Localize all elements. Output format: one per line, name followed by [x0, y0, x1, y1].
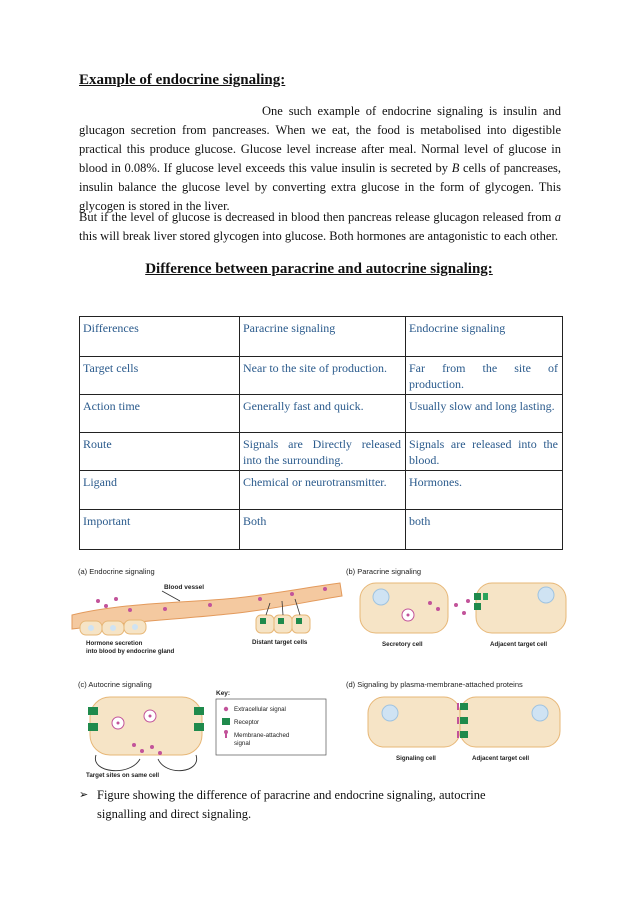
panel-b-title: (b) Paracrine signaling: [346, 567, 422, 576]
signal-dot: [140, 749, 144, 753]
membrane-signal: [457, 703, 459, 710]
table-row: [80, 357, 563, 395]
table-row: [80, 471, 563, 510]
heading-difference: [0, 261, 638, 278]
table-row: [80, 510, 563, 550]
nucleus: [88, 625, 94, 631]
membrane-signal-icon-head: [224, 730, 228, 734]
table-cell: Important: [80, 510, 240, 550]
difference-table: [79, 316, 563, 550]
key-item-receptor: Receptor: [234, 719, 260, 726]
receptor: [474, 603, 481, 610]
receptor: [296, 618, 302, 624]
panel-membrane-attached: [346, 680, 560, 762]
table-cell: Route: [80, 433, 240, 471]
signal-dot: [117, 722, 120, 725]
paragraph-insulin-glucagon: [79, 102, 561, 216]
hormone-dot: [96, 599, 100, 603]
hormone-dot: [114, 597, 118, 601]
panel-a-title: (a) Endocrine signaling: [78, 567, 155, 576]
receptor: [460, 703, 468, 710]
signal-dot: [407, 614, 410, 617]
para2-italic-a: a: [554, 210, 561, 224]
receptor-icon: [222, 718, 230, 725]
nucleus: [532, 705, 548, 721]
table-row: [80, 395, 563, 433]
key-item-membrane-a: Membrane-attached: [234, 732, 290, 739]
arrow: [162, 591, 180, 601]
nucleus: [538, 587, 554, 603]
label-distant-target: Distant target cells: [252, 639, 308, 646]
signal-dot: [132, 743, 136, 747]
table-row: [80, 317, 563, 357]
nucleus: [373, 589, 389, 605]
nucleus: [382, 705, 398, 721]
curved-arrow: [95, 755, 140, 771]
label-adjacent-target-d: Adjacent target cell: [472, 755, 530, 762]
receptor: [88, 723, 98, 731]
table-cell: Generally fast and quick.: [240, 395, 406, 433]
receptor: [460, 717, 468, 724]
distant-target-cells: [256, 615, 310, 633]
table-cell: Chemical or neurotransmitter.: [240, 471, 406, 510]
table-cell: Paracrine signaling: [240, 317, 406, 357]
signal-dot: [462, 611, 466, 615]
extracellular-signal-icon: [224, 707, 228, 711]
hormone-dot: [208, 603, 212, 607]
label-adjacent-target-b: Adjacent target cell: [490, 641, 548, 648]
key-title: Key:: [216, 690, 231, 697]
table-cell: Action time: [80, 395, 240, 433]
membrane-signal: [457, 731, 459, 738]
receptor: [194, 707, 204, 715]
heading-difference-text: Difference between paracrine and autocrine signaling:: [145, 261, 493, 277]
table-cell: Differences: [80, 317, 240, 357]
para2-c: this will break liver stored glycogen into glucose. Both hormones are antagonistic to each other.: [79, 229, 559, 243]
table-cell: both: [406, 510, 563, 550]
para1-line1: One such example of endocrine signaling is insulin and: [262, 104, 561, 118]
adjacent-target-cell-d: [460, 697, 560, 747]
receptor: [460, 731, 468, 738]
table-cell: Both: [240, 510, 406, 550]
hormone-dot: [323, 587, 327, 591]
receptor: [483, 593, 488, 600]
signal-dot: [149, 715, 152, 718]
signal-dot: [428, 601, 432, 605]
paragraph-glucagon: [79, 208, 561, 246]
panel-c-title: (c) Autocrine signaling: [78, 680, 152, 689]
autocrine-cell: [90, 697, 202, 755]
signaling-cell: [368, 697, 460, 747]
label-into-blood: into blood by endocrine gland: [86, 648, 175, 655]
nucleus: [110, 625, 116, 631]
table-cell: Usually slow and long lasting.: [406, 395, 563, 433]
label-secretory-cell: Secretory cell: [382, 641, 423, 648]
label-hormone-secretion: Hormone secretion: [86, 640, 143, 647]
receptor: [278, 618, 284, 624]
hormone-dot: [258, 597, 262, 601]
signal-dot: [436, 607, 440, 611]
figure-key: [216, 690, 326, 755]
caption-line2: signalling and direct signaling.: [97, 807, 252, 821]
hormone-dot: [104, 604, 108, 608]
label-signaling-cell: Signaling cell: [396, 755, 436, 762]
label-blood-vessel: Blood vessel: [164, 584, 205, 591]
receptor: [260, 618, 266, 624]
signal-dot: [466, 599, 470, 603]
caption-line1: Figure showing the difference of paracrine and endocrine signaling, autocrine: [97, 788, 486, 802]
signaling-figure: [70, 563, 570, 781]
signal-dot: [158, 751, 162, 755]
curved-arrow: [158, 755, 197, 771]
table-row: [80, 433, 563, 471]
hormone-dot: [290, 592, 294, 596]
heading-endocrine-example: Example of endocrine signaling:: [79, 72, 286, 88]
table-cell: Signals are Directly released into the surrounding.: [240, 433, 406, 471]
signal-dot: [150, 745, 154, 749]
table-cell: Far from the site of production.: [406, 357, 563, 395]
receptor: [194, 723, 204, 731]
para2-a: But if the level of glucose is decreased in blood then pancreas release glucagon released from: [79, 210, 555, 224]
para1-body-c: cells of pancreases, insulin balance the glucose level by converting extra glucose in the form of glycogen. This glycogen is stored in the liver.: [79, 161, 561, 213]
endocrine-gland: [80, 620, 146, 635]
figure-caption: [79, 786, 563, 824]
arrow-bullet-icon: ➢: [79, 789, 89, 801]
panel-paracrine: [346, 567, 566, 648]
table-cell: Hormones.: [406, 471, 563, 510]
key-item-extracellular: Extracellular signal: [234, 706, 286, 713]
membrane-signal: [457, 717, 459, 724]
panel-d-title: (d) Signaling by plasma-membrane-attached proteins: [346, 680, 523, 689]
receptor: [88, 707, 98, 715]
para1-italic-b: B: [451, 161, 460, 175]
secretory-cell: [360, 583, 448, 633]
table-cell: Near to the site of production.: [240, 357, 406, 395]
receptor: [474, 593, 481, 600]
signal-dot: [454, 603, 458, 607]
label-target-sites: Target sites on same cell: [86, 772, 160, 779]
para1-body-a: glucagon secretion from pancreases. When we eat, the food is metabolised into digestible practical this produce glucose. Glucose level increase after meal. Normal level of glucose in blood in 0.08%. If glucose level exceeds this value insulin is secreted by: [79, 123, 561, 175]
hormone-dot: [163, 607, 167, 611]
table-cell: Ligand: [80, 471, 240, 510]
panel-autocrine: [78, 680, 204, 779]
key-item-membrane-b: signal: [234, 740, 251, 747]
table-cell: Endocrine signaling: [406, 317, 563, 357]
panel-endocrine: [72, 567, 342, 655]
table-cell: Signals are released into the blood.: [406, 433, 563, 471]
nucleus: [132, 624, 138, 630]
table-cell: Target cells: [80, 357, 240, 395]
hormone-dot: [128, 608, 132, 612]
